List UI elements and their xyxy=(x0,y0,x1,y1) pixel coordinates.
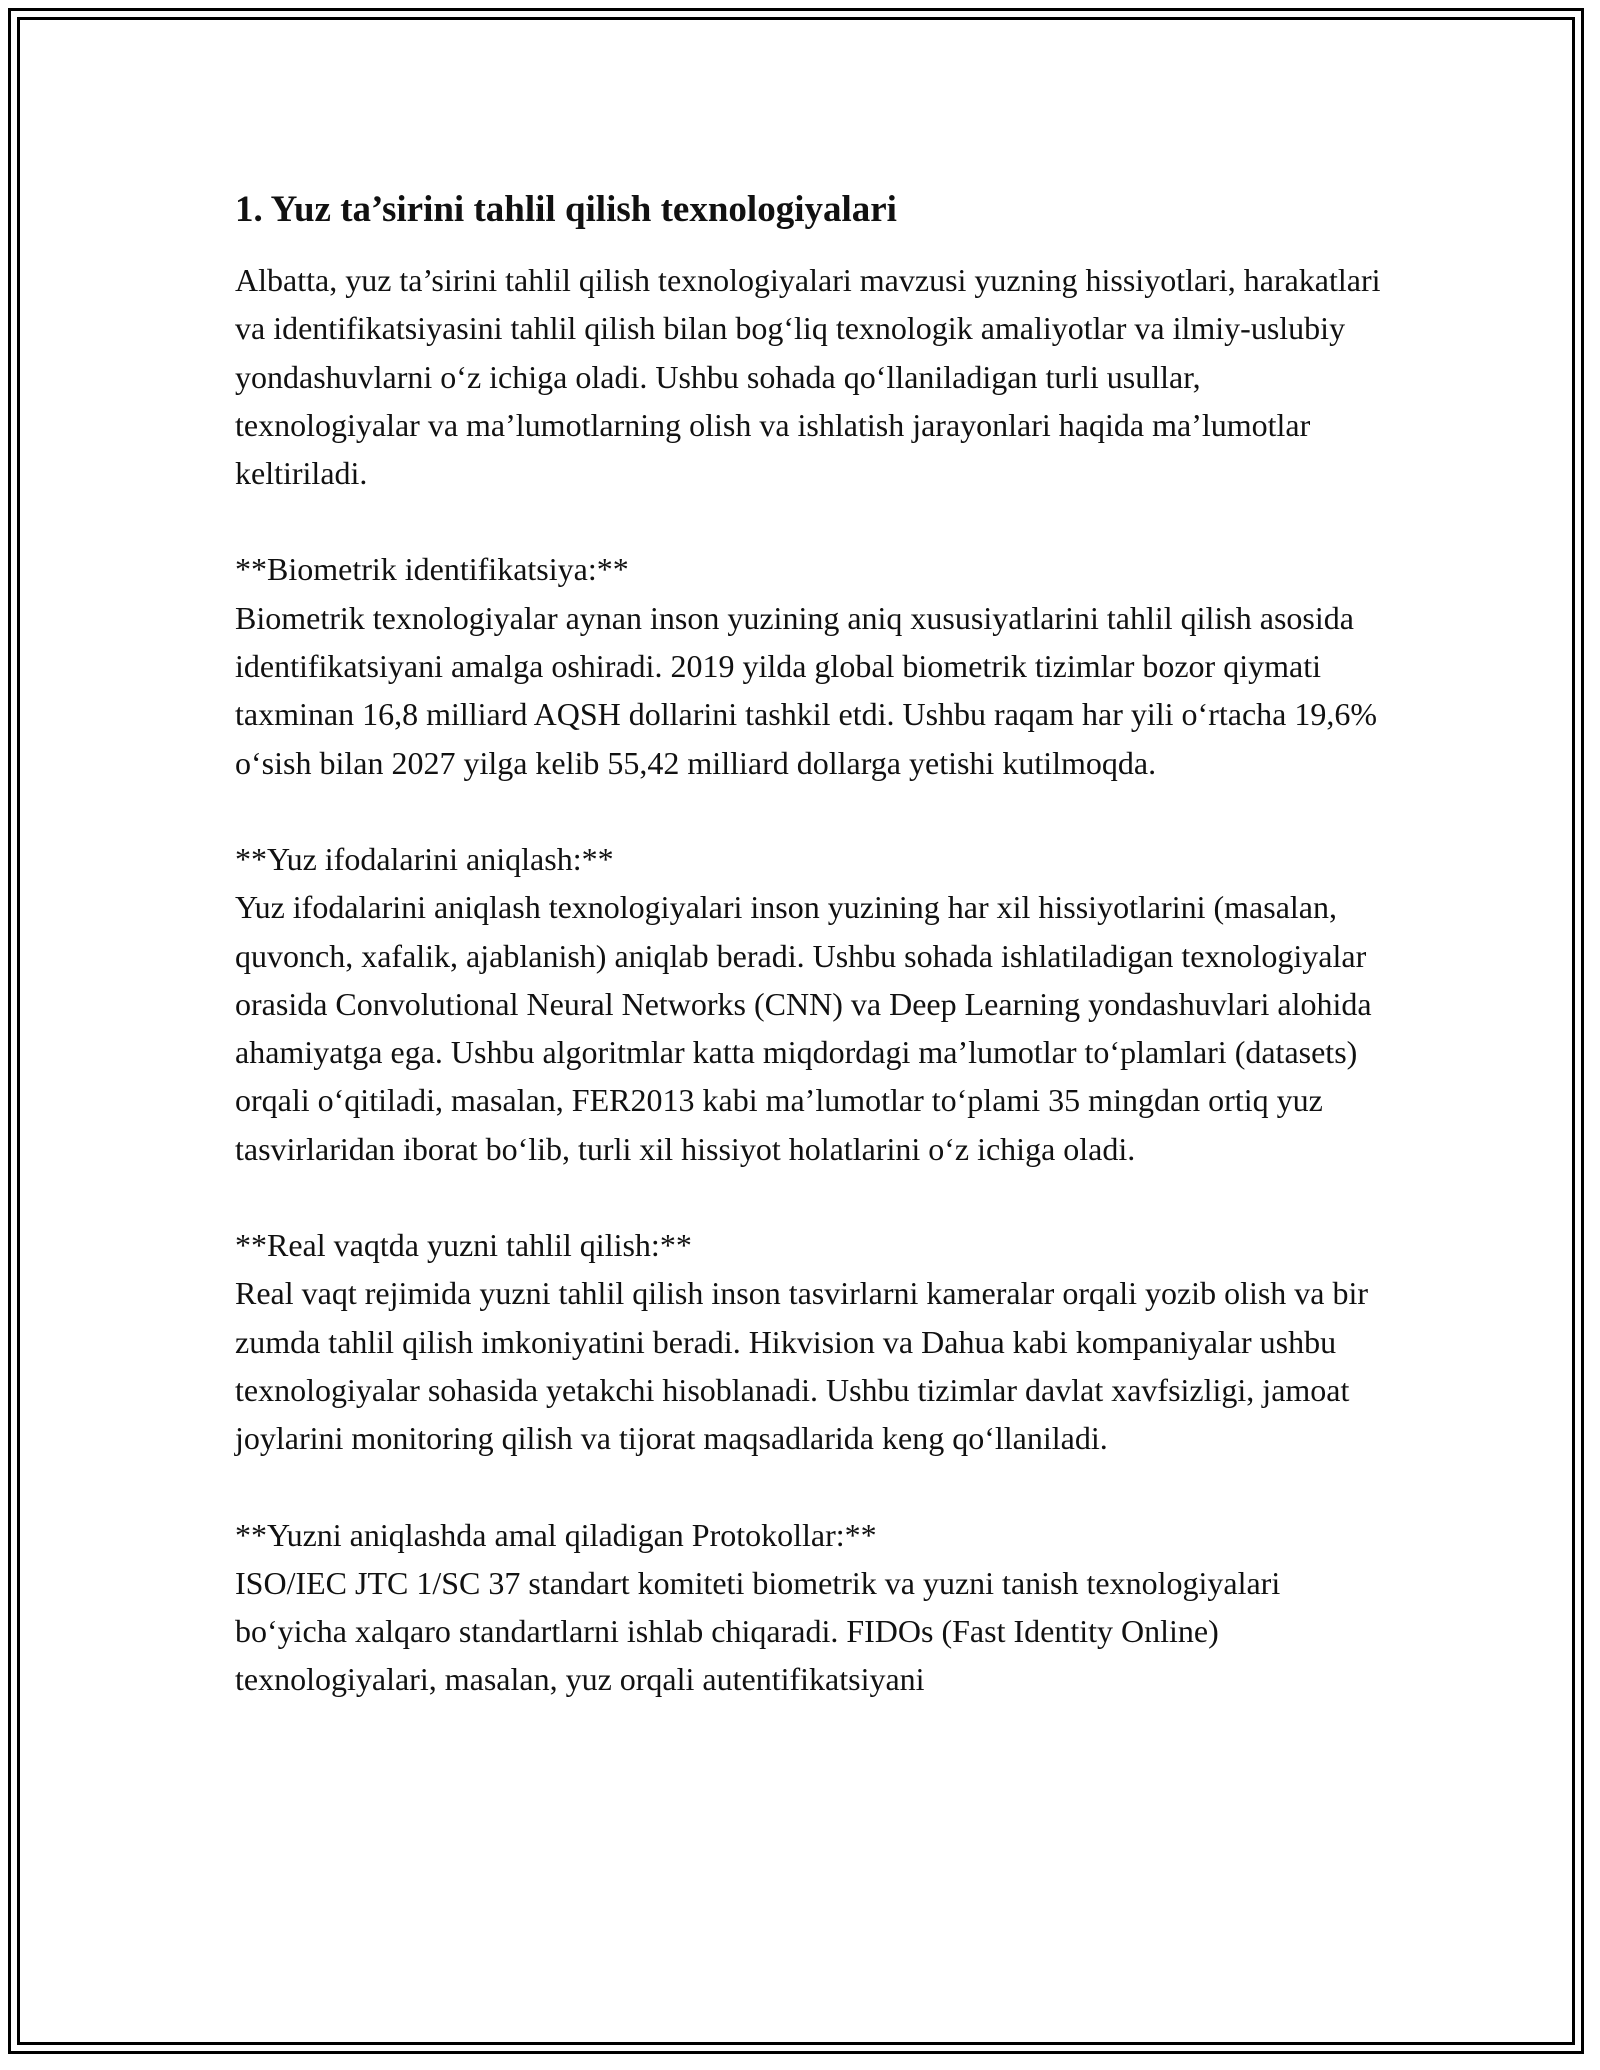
section-expressions xyxy=(235,835,1385,1173)
section-title: **Yuzni aniqlashda amal qiladigan Protokollar:** xyxy=(235,1516,877,1553)
section-body: Real vaqt rejimida yuzni tahlil qilish inson tasvirlarni kameralar orqali yozib olish va bir zumda tahlil qilish imkoniyatini beradi. Hikvision va Dahua kabi kompaniyalar ushbu texnologiyalar sohasida yetakchi hisoblanadi. Ushbu tizimlar davlat xavfsizligi, jamoat joylarini monitoring qilish va tijorat maqsadlarida keng qo‘llaniladi. xyxy=(235,1275,1369,1457)
section-body: Biometrik texnologiyalar aynan inson yuzining aniq xususiyatlarini tahlil qilish asosida identifikatsiyani amalga oshiradi. 2019 yilda global biometrik tizimlar bozor qiymati taxminan 16,8 milliard AQSH dollarini tashkil etdi. Ushbu raqam har yili o‘rtacha 19,6% o‘sish bilan 2027 yilga kelib 55,42 milliard dollarga yetishi kutilmoqda. xyxy=(235,599,1377,781)
section-body: ISO/IEC JTC 1/SC 37 standart komiteti biometrik va yuzni tanish texnologiyalari bo‘yicha xalqaro standartlarni ishlab chiqaradi. FIDOs (Fast Identity Online) texnologiyalari, masalan, yuz orqali autentifikatsiyani xyxy=(235,1564,1281,1698)
intro-paragraph: Albatta, yuz ta’sirini tahlil qilish texnologiyalari mavzusi yuzning hissiyotlari, harakatlari va identifikatsiyasini tahlil qilish bilan bog‘liq texnologik amaliyotlar va ilmiy-uslubiy yondashuvlarni o‘z ichiga oladi. Ushbu sohada qo‘llaniladigan turli usullar, texnologiyalar va ma’lumotlarning olish va ishlatish jarayonlari haqida ma’lumotlar keltiriladi. xyxy=(235,262,1381,492)
section-realtime xyxy=(235,1221,1385,1462)
section-title: **Biometrik identifikatsiya:** xyxy=(235,551,629,588)
document-page xyxy=(235,186,1385,1752)
section-title: **Real vaqtda yuzni tahlil qilish:** xyxy=(235,1227,692,1264)
section-body: Yuz ifodalarini aniqlash texnologiyalari inson yuzining har xil hissiyotlarini (masalan, quvonch, xafalik, ajablanish) aniqlab beradi. Ushbu sohada ishlatiladigan texnologiyalar orasida Convolutional Neural Networks (CNN) va Deep Learning yondashuvlari alohida ahamiyatga ega. Ushbu algoritmlar katta miqdordagi ma’lumotlar to‘plamlari (datasets) orqali o‘qitiladi, masalan, FER2013 kabi ma’lumotlar to‘plami 35 mingdan ortiq yuz tasvirlaridan iborat bo‘lib, turli xil hissiyot holatlarini o‘z ichiga oladi. xyxy=(235,889,1372,1167)
section-title: **Yuz ifodalarini aniqlash:** xyxy=(235,840,614,877)
document-heading: 1. Yuz ta’sirini tahlil qilish texnologiyalari xyxy=(235,189,897,230)
section-biometric xyxy=(235,545,1385,786)
section-protocols xyxy=(235,1511,1385,1704)
